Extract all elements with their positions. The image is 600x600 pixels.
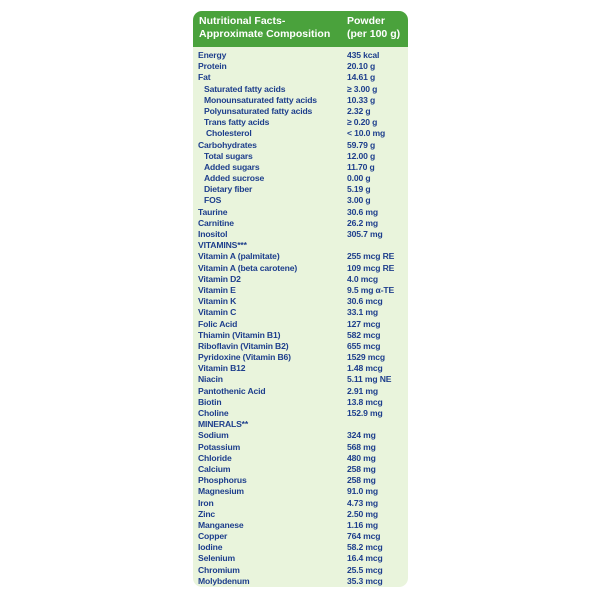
nutrient-row (193, 363, 408, 374)
header-column-label (347, 15, 407, 40)
nutrient-value: 1529 mcg (347, 352, 385, 363)
nutrient-value: 13.8 mcg (347, 396, 383, 407)
nutrient-row (193, 464, 408, 475)
nutrient-value: 26.2 mg (347, 217, 378, 228)
nutrient-row (193, 475, 408, 486)
nutrient-row (193, 397, 408, 408)
nutrient-value: 14.61 g (347, 72, 376, 83)
nutrient-value: 1.16 mg (347, 519, 378, 530)
header-title (199, 15, 339, 40)
nutrient-name: Pantothenic Acid (198, 385, 266, 396)
nutrient-row (193, 84, 408, 95)
nutrient-row (193, 408, 408, 419)
nutrient-row (193, 542, 408, 553)
nutrient-name: Vitamin A (palmitate) (198, 251, 280, 262)
nutrient-row (193, 151, 408, 162)
nutrient-value: 764 mcg (347, 531, 381, 542)
nutrient-value: 33.1 mg (347, 307, 378, 318)
nutrient-value: 30.6 mg (347, 206, 378, 217)
nutrient-row (193, 419, 408, 430)
nutrient-name: Magnesium (198, 486, 244, 497)
nutrient-name: Protein (198, 61, 227, 72)
nutrient-name: Selenium (198, 553, 236, 564)
nutrient-value: 435 kcal (347, 50, 380, 60)
nutrient-value: 2.32 g (347, 105, 371, 116)
nutrient-row (193, 341, 408, 352)
nutrient-value: 5.19 g (347, 184, 371, 195)
nutrient-name: Calcium (198, 463, 231, 474)
nutrient-name: Iron (198, 497, 214, 508)
nutrient-row (193, 531, 408, 542)
nutrient-row (193, 106, 408, 117)
nutrient-row (193, 565, 408, 576)
nutrient-value: 152.9 mg (347, 408, 383, 418)
nutrient-value: 25.5 mcg (347, 564, 383, 575)
nutrient-row (193, 162, 408, 173)
nutrient-row (193, 319, 408, 330)
nutrient-name: Vitamin D2 (198, 273, 241, 284)
nutrient-name: Vitamin E (198, 284, 236, 295)
nutrient-row (193, 184, 408, 195)
nutrient-value: 582 mcg (347, 329, 381, 340)
nutrient-row (193, 374, 408, 385)
nutrient-name: Inositol (198, 229, 228, 239)
nutrient-row (193, 285, 408, 296)
nutrient-value: 4.73 mg (347, 497, 378, 508)
nutrient-name: Copper (198, 531, 228, 542)
nutrient-row (193, 50, 408, 61)
nutrient-row (193, 520, 408, 531)
nutrient-row (193, 430, 408, 441)
nutrient-value: 5.11 mg NE (347, 374, 392, 385)
nutrient-row (193, 352, 408, 363)
nutrient-name: Cholesterol (206, 128, 252, 139)
nutrient-value: 568 mg (347, 441, 376, 452)
nutrient-row (193, 486, 408, 497)
nutrient-value: 58.2 mcg (347, 542, 383, 553)
nutrient-name: Sodium (198, 430, 229, 441)
nutrient-row (193, 218, 408, 229)
nutrient-row (193, 509, 408, 520)
nutrient-value: 655 mcg (347, 340, 381, 351)
nutrient-value: 59.79 g (347, 139, 376, 150)
nutrient-name: Chromium (198, 564, 240, 575)
nutrient-name: Niacin (198, 374, 223, 385)
nutrient-value: 324 mg (347, 430, 376, 441)
nutrient-row (193, 453, 408, 464)
nutrient-row (193, 195, 408, 206)
nutrient-name: Carbohydrates (198, 139, 257, 150)
nutrient-name: Zinc (198, 508, 216, 519)
nutrient-row (193, 72, 408, 83)
nutrient-value: 109 mcg RE (347, 262, 395, 273)
nutrient-name: Fat (198, 72, 211, 83)
nutrient-name: Dietary fiber (204, 184, 253, 195)
nutrient-name: Energy (198, 50, 227, 60)
nutrient-value: ≥ 3.00 g (347, 83, 378, 94)
nutrient-value: 255 mcg RE (347, 251, 395, 262)
nutrient-row (193, 274, 408, 285)
nutrient-name: Taurine (198, 206, 228, 217)
nutrient-value: 2.91 mg (347, 385, 378, 396)
nutrient-name: Potassium (198, 441, 241, 452)
nutrient-row (193, 229, 408, 240)
nutrient-name: Monounsaturated fatty acids (204, 94, 317, 105)
nutrient-name: Total sugars (204, 150, 253, 161)
nutrient-name: Vitamin A (beta carotene) (198, 262, 298, 273)
nutrient-name: FOS (204, 195, 222, 206)
nutrient-name: Trans fatty acids (204, 117, 270, 128)
nutrient-row (193, 117, 408, 128)
nutrient-value: 0.00 g (347, 173, 371, 184)
nutrient-value: ≥ 0.20 g (347, 117, 378, 128)
nutrient-row (193, 173, 408, 184)
nutrient-row (193, 251, 408, 262)
nutrient-row (193, 553, 408, 564)
nutrient-row (193, 140, 408, 151)
nutrient-value: 258 mg (347, 475, 376, 486)
nutrient-name: Biotin (198, 396, 222, 407)
nutrient-name: Chloride (198, 452, 232, 463)
nutrient-list (193, 50, 408, 587)
nutrient-row (193, 207, 408, 218)
nutrient-name: Added sucrose (204, 173, 265, 184)
nutrient-row (193, 240, 408, 251)
nutrient-name: VITAMINS*** (198, 240, 247, 251)
nutrient-name: Polyunsaturated fatty acids (204, 105, 313, 116)
nutrient-row (193, 128, 408, 139)
table-header (193, 11, 408, 47)
nutrient-value: 1.48 mcg (347, 363, 383, 374)
nutrient-value: 3.00 g (347, 195, 371, 206)
nutrient-value: 12.00 g (347, 150, 376, 161)
nutrient-name: Riboflavin (Vitamin B2) (198, 340, 289, 351)
nutrient-value: < 10.0 mg (347, 128, 386, 139)
header-title-line2: Approximate Composition (199, 27, 331, 40)
nutrient-value: 20.10 g (347, 61, 376, 72)
nutrient-name: MINERALS** (198, 419, 249, 430)
nutrient-name: Vitamin K (198, 296, 237, 307)
nutrient-value: 258 mg (347, 463, 376, 474)
nutrient-row (193, 307, 408, 318)
nutrient-value: 35.3 mcg (347, 575, 383, 586)
nutrition-facts-panel (193, 11, 408, 587)
nutrient-value: 4.0 mcg (347, 273, 378, 284)
nutrient-value: 2.50 mg (347, 508, 378, 519)
nutrient-value: 480 mg (347, 452, 376, 463)
nutrient-name: Iodine (198, 542, 223, 553)
nutrient-name: Choline (198, 408, 229, 418)
nutrient-value: 10.33 g (347, 94, 376, 105)
nutrient-value: 16.4 mcg (347, 553, 383, 564)
nutrient-value: 305.7 mg (347, 229, 383, 239)
nutrient-name: Manganese (198, 519, 244, 530)
nutrient-name: Vitamin C (198, 307, 237, 318)
nutrient-name: Pyridoxine (Vitamin B6) (198, 352, 291, 363)
nutrient-name: Molybdenum (198, 575, 250, 586)
nutrient-row (193, 386, 408, 397)
header-column-line1: Powder (347, 15, 385, 27)
nutrient-name: Folic Acid (198, 318, 238, 329)
nutrient-row (193, 296, 408, 307)
nutrient-value: 9.5 mg α-TE (347, 284, 395, 295)
nutrient-name: Carnitine (198, 217, 234, 228)
nutrient-row (193, 442, 408, 453)
header-column-line2: (per 100 g) (347, 27, 401, 40)
header-title-line1: Nutritional Facts- (199, 15, 286, 27)
nutrient-row (193, 263, 408, 274)
nutrient-name: Added sugars (204, 161, 260, 172)
nutrient-name: Phosphorus (198, 475, 247, 486)
nutrient-name: Thiamin (Vitamin B1) (198, 329, 281, 340)
nutrient-value: 127 mcg (347, 318, 381, 329)
nutrient-value: 30.6 mcg (347, 296, 383, 307)
nutrient-row (193, 498, 408, 509)
nutrient-row (193, 95, 408, 106)
nutrient-name: Saturated fatty acids (204, 83, 286, 94)
nutrient-value: 91.0 mg (347, 486, 378, 497)
nutrient-row (193, 330, 408, 341)
nutrient-name: Vitamin B12 (198, 363, 246, 374)
nutrient-row (193, 576, 408, 587)
nutrient-value: 11.70 g (347, 161, 375, 172)
nutrient-row (193, 61, 408, 72)
